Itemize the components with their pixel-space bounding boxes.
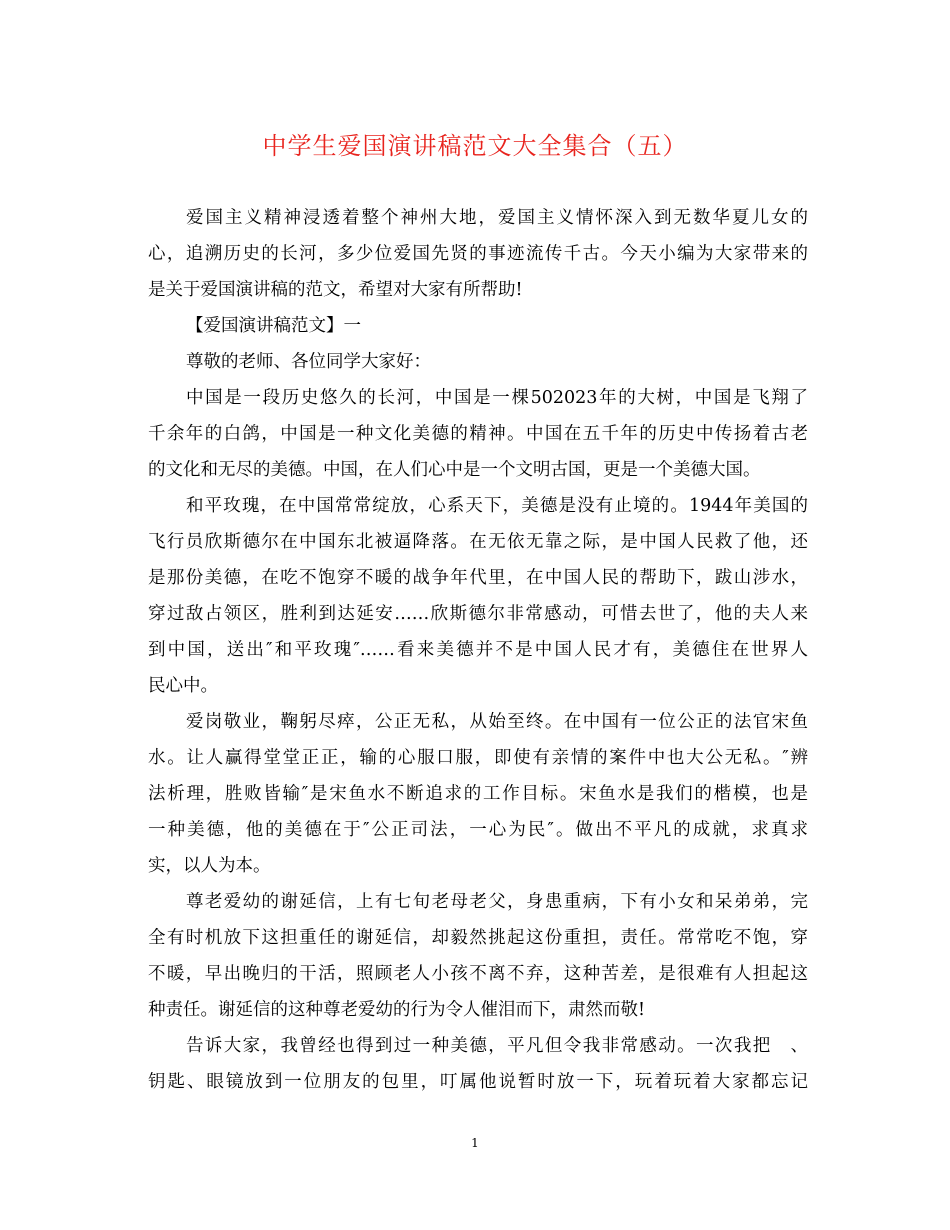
text-line: 千余年的白鸽，中国是一种文化美德的精神。中国在五千年的历史中传扬着古老 — [148, 424, 808, 444]
text-line: 是关于爱国演讲稿的范文，希望对大家有所帮助! — [148, 280, 523, 300]
text-line: 爱国主义精神浸透着整个神州大地，爱国主义情怀深入到无数华夏儿女的 — [186, 208, 808, 228]
text-line: 尊老爱幼的谢延信，上有七旬老母老父，身患重病，下有小女和呆弟弟，完 — [186, 892, 808, 912]
text-line: 和平玫瑰，在中国常常绽放，心系天下，美德是没有止境的。1944年美国的 — [186, 496, 808, 516]
text-line: 心，追溯历史的长河，多少位爱国先贤的事迹流传千古。今天小编为大家带来的 — [148, 244, 808, 264]
text-line: 实，以人为本。 — [148, 856, 271, 876]
text-line: 钥匙、眼镜放到一位朋友的包里，叮属他说暂时放一下，玩着玩着大家都忘记 — [148, 1072, 808, 1092]
text-line: 的文化和无尽的美德。中国，在人们心中是一个文明古国，更是一个美德大国。 — [148, 460, 761, 480]
text-line: 全有时机放下这担重任的谢延信，却毅然挑起这份重担，责任。常常吃不饱，穿 — [148, 928, 808, 948]
text-line: 水。让人赢得堂堂正正，输的心服口服，即使有亲情的案件中也大公无私。″辨 — [148, 748, 808, 768]
text-line: 告诉大家，我曾经也得到过一种美德，平凡但令我非常感动。一次我把 、 — [186, 1036, 808, 1056]
text-line: 是那份美德，在吃不饱穿不暖的战争年代里，在中国人民的帮助下，跋山涉水， — [148, 568, 808, 588]
text-line: 【爱国演讲稿范文】一 — [186, 316, 361, 336]
text-line: 到中国，送出″和平玫瑰″……看来美德并不是中国人民才有，美德住在世界人 — [148, 640, 808, 660]
text-line: 不暖，早出晚归的干活，照顾老人小孩不离不弃，这种苦差，是很难有人担起这 — [148, 964, 808, 984]
page-number: 1 — [471, 1136, 479, 1150]
document-title: 中学生爱国演讲稿范文大全集合（五） — [262, 132, 688, 160]
text-line: 一种美德，他的美德在于″公正司法，一心为民″。做出不平凡的成就，求真求 — [148, 820, 808, 840]
document-body — [148, 200, 808, 1100]
text-line: 法析理，胜败皆输″是宋鱼水不断追求的工作目标。宋鱼水是我们的楷模，也是 — [148, 784, 808, 804]
text-line: 穿过敌占领区，胜利到达延安……欣斯德尔非常感动，可惜去世了，他的夫人来 — [148, 604, 808, 624]
text-line: 尊敬的老师、各位同学大家好： — [186, 352, 431, 372]
text-line: 爱岗敬业，鞠躬尽瘁，公正无私，从始至终。在中国有一位公正的法官宋鱼 — [186, 712, 808, 732]
text-line: 民心中。 — [148, 676, 218, 696]
text-line: 中国是一段历史悠久的长河，中国是一棵502023年的大树，中国是飞翔了 — [186, 388, 808, 408]
text-line: 飞行员欣斯德尔在中国东北被逼降落。在无依无靠之际，是中国人民救了他，还 — [148, 532, 808, 552]
text-line: 种责任。谢延信的这种尊老爱幼的行为令人催泪而下，肃然而敬! — [148, 1000, 646, 1020]
